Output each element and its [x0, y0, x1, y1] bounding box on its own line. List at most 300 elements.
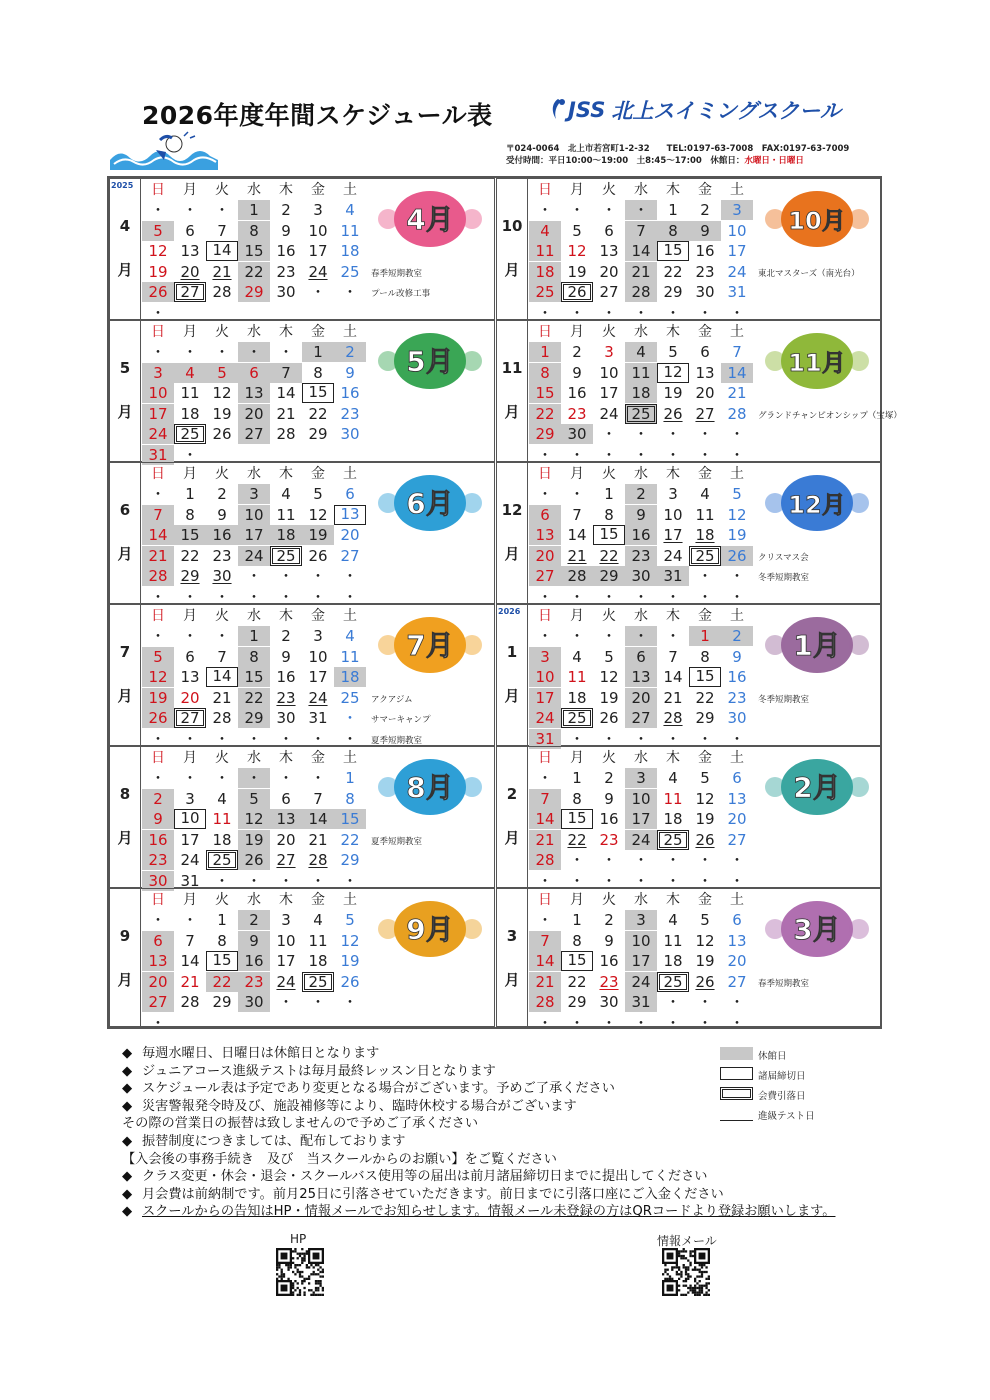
day-cell: 12 — [727, 505, 747, 524]
month-badge-icon — [376, 327, 484, 395]
day-cell: ・ — [601, 871, 617, 890]
weekday-header: 日 — [151, 892, 165, 908]
day-cell: 3 — [721, 200, 753, 220]
weekday-header: 土 — [730, 466, 744, 482]
qr-code-mail-icon[interactable] — [662, 1248, 710, 1296]
day-cell: 10 — [142, 383, 174, 403]
month-label-column — [110, 463, 141, 603]
day-cell: 13 — [625, 667, 657, 687]
weekday-header: 火 — [215, 324, 229, 340]
day-cell: 6 — [238, 363, 270, 383]
month-badge-icon — [763, 895, 871, 963]
month-badge-icon — [376, 185, 484, 253]
day-cell: 4 — [281, 485, 291, 503]
day-cell: 30 — [625, 566, 657, 586]
day-cell: 5 — [206, 363, 238, 383]
day-cell: 1 — [345, 769, 355, 787]
day-cell: 20 — [142, 972, 174, 992]
day-cell: 8 — [238, 647, 270, 667]
day-cell: ・ — [537, 445, 553, 464]
weekday-header: 月 — [183, 182, 197, 198]
weekday-header: 水 — [247, 466, 261, 482]
page-title: 2026年度年間スケジュール表 — [142, 101, 493, 130]
month-number: 3 — [506, 927, 518, 945]
day-cell: 23 — [276, 688, 296, 707]
event-label: クリスマス会 — [758, 552, 809, 563]
qr-label-mail: 情報メール — [657, 1234, 717, 1248]
day-cell: 8 — [604, 505, 614, 524]
day-cell: 7 — [313, 789, 323, 808]
day-cell: 19 — [599, 688, 619, 707]
qr-code-hp-icon[interactable] — [276, 1248, 324, 1296]
day-cell: ・ — [182, 911, 198, 929]
event-label: 春季短期教室 — [371, 268, 423, 279]
day-cell: 9 — [604, 931, 614, 950]
diamond-bullet-icon: ◆ — [122, 1186, 133, 1202]
day-cell: 3 — [529, 647, 561, 667]
day-cell: 15 — [561, 809, 593, 829]
day-cell: 11 — [567, 668, 587, 686]
day-cell: 21 — [567, 546, 587, 565]
day-cell: ・ — [697, 303, 713, 322]
day-cell: 4 — [313, 911, 323, 929]
day-cell: ・ — [342, 283, 358, 301]
day-cell: ・ — [214, 769, 230, 787]
day-cell: 24 — [142, 424, 174, 444]
day-cell: 2 — [334, 342, 366, 362]
day-cell: 2 — [625, 484, 657, 504]
day-cell: 21 — [142, 546, 174, 566]
day-cell: 11 — [340, 647, 360, 666]
month-number: 7 — [119, 643, 131, 661]
day-cell: ・ — [278, 587, 294, 606]
weekday-header: 金 — [311, 892, 325, 908]
day-cell: 27 — [340, 546, 360, 565]
day-cell: 6 — [142, 931, 174, 951]
month-number: 4 — [119, 217, 131, 235]
hours-text: 受付時間：平日10:00～19:00 土8:45～17:00 休館日： — [506, 156, 745, 166]
weekday-header: 月 — [183, 324, 197, 340]
day-cell: ・ — [665, 851, 681, 869]
month-badge-text: 4月 — [406, 203, 454, 236]
day-cell: 21 — [212, 262, 232, 281]
note-text: 災害警報発令時及び、施設補修等により、臨時休校する場合がございます — [142, 1098, 577, 1114]
weekday-header: 月 — [570, 892, 584, 908]
day-cell: ・ — [537, 587, 553, 606]
day-cell: ・ — [697, 445, 713, 464]
day-cell: 28 — [212, 709, 232, 727]
month-block-apr — [109, 178, 495, 320]
day-cell: 11 — [276, 505, 296, 524]
day-cell: 8 — [572, 931, 582, 950]
day-cell: ・ — [246, 729, 262, 748]
month-block-aug — [109, 746, 495, 888]
month-kanji: 月 — [504, 687, 520, 705]
day-cell: 27 — [695, 404, 715, 423]
day-cell: 20 — [180, 688, 200, 707]
day-cell: 28 — [142, 566, 174, 586]
day-cell: ・ — [182, 769, 198, 787]
day-cell: 9 — [217, 505, 227, 524]
event-label: プール改修工事 — [371, 289, 431, 299]
day-cell: 11 — [529, 241, 561, 261]
day-cell: ・ — [182, 627, 198, 645]
day-cell: 6 — [732, 911, 742, 929]
day-cell: 2 — [700, 201, 710, 219]
weekday-header: 水 — [634, 182, 648, 198]
event-label: 春季短期教室 — [758, 978, 810, 989]
weekday-header: 月 — [570, 182, 584, 198]
day-cell: ・ — [633, 445, 649, 464]
day-cell: 24 — [308, 262, 328, 281]
month-number: 6 — [119, 501, 131, 519]
weekday-header: 金 — [698, 466, 712, 482]
day-cell: 8 — [700, 647, 710, 666]
day-cell: 18 — [180, 404, 200, 423]
day-cell: ・ — [278, 729, 294, 748]
day-cell: 17 — [180, 830, 200, 849]
day-cell: 14 — [206, 667, 238, 687]
day-cell: 6 — [185, 647, 195, 666]
weekday-header: 木 — [279, 750, 293, 766]
day-cell: 24 — [625, 972, 657, 992]
month-badge-icon — [376, 469, 484, 537]
day-cell: ・ — [665, 729, 681, 748]
day-cell: ・ — [601, 201, 617, 219]
weekday-header: 木 — [666, 324, 680, 340]
day-cell: ・ — [537, 871, 553, 890]
weekday-header: 木 — [666, 182, 680, 198]
day-cell: 26 — [212, 425, 232, 443]
legend-swatch — [720, 1047, 753, 1060]
month-block-mar — [496, 888, 882, 1032]
month-number: 2 — [506, 785, 518, 803]
month-badge-icon — [763, 185, 871, 253]
day-cell: 19 — [148, 262, 168, 281]
weekday-header: 土 — [730, 892, 744, 908]
day-cell: 12 — [212, 384, 232, 402]
day-cell: ・ — [238, 342, 270, 362]
day-cell: 28 — [276, 425, 296, 443]
day-cell: 16 — [276, 668, 296, 686]
day-cell: 9 — [142, 809, 174, 829]
day-cell: 14 — [142, 525, 174, 545]
day-cell: 28 — [529, 850, 561, 870]
day-cell: 31 — [142, 445, 174, 465]
month-number: 8 — [119, 785, 131, 803]
day-cell: ・ — [278, 871, 294, 890]
day-cell: 20 — [727, 810, 747, 828]
month-kanji: 月 — [117, 971, 133, 989]
day-cell: 30 — [340, 425, 360, 443]
day-cell: 25 — [625, 404, 657, 424]
day-cell: 24 — [529, 708, 561, 728]
day-cell: 5 — [313, 485, 323, 503]
month-badge-text: 8月 — [406, 771, 454, 804]
day-cell: 22 — [529, 404, 561, 424]
weekday-header: 月 — [570, 324, 584, 340]
day-cell: 17 — [727, 242, 747, 260]
day-cell: 29 — [663, 283, 683, 301]
day-cell: 17 — [599, 384, 619, 402]
day-cell: 24 — [308, 688, 328, 707]
day-cell: 20 — [599, 262, 619, 281]
day-cell: 20 — [340, 526, 360, 544]
day-cell: 16 — [238, 951, 270, 971]
day-cell: ・ — [633, 871, 649, 890]
day-cell: ・ — [342, 709, 358, 727]
day-cell: ・ — [150, 343, 166, 361]
day-cell: ・ — [150, 587, 166, 606]
day-cell: 23 — [238, 972, 270, 992]
day-cell: 29 — [180, 567, 200, 585]
day-cell: ・ — [537, 303, 553, 322]
day-cell: 12 — [567, 242, 587, 260]
day-cell: 2 — [217, 485, 227, 503]
month-badge-icon — [763, 611, 871, 679]
day-cell: 10 — [663, 505, 683, 524]
day-cell: 23 — [695, 262, 715, 281]
weekday-header: 木 — [666, 892, 680, 908]
day-cell: 25 — [302, 972, 334, 992]
day-cell: 17 — [625, 951, 657, 971]
weekday-header: 火 — [215, 182, 229, 198]
day-cell: 19 — [663, 384, 683, 402]
day-cell: 21 — [663, 688, 683, 707]
day-cell: 29 — [308, 425, 328, 443]
weekday-header: 火 — [602, 324, 616, 340]
day-cell: 27 — [599, 283, 619, 301]
weekday-header: 木 — [279, 608, 293, 624]
note-text: 毎週水曜日、日曜日は休館日となります — [142, 1046, 380, 1061]
weekday-header: 木 — [279, 182, 293, 198]
day-cell: 25 — [657, 830, 689, 850]
month-label-column — [497, 179, 528, 319]
weekday-header: 日 — [538, 182, 552, 198]
day-cell: 30 — [276, 709, 296, 727]
month-kanji: 月 — [117, 829, 133, 847]
day-cell: 12 — [695, 931, 715, 950]
day-cell: ・ — [150, 627, 166, 645]
day-cell: 14 — [625, 241, 657, 261]
legend-label: 進級テスト日 — [758, 1111, 815, 1122]
month-block-jan — [496, 604, 882, 746]
day-cell: 8 — [238, 221, 270, 241]
diamond-bullet-icon: ◆ — [122, 1204, 133, 1220]
day-cell: 16 — [599, 952, 619, 970]
day-cell: 26 — [340, 972, 360, 991]
day-cell: ・ — [601, 303, 617, 322]
day-cell: 31 — [180, 871, 200, 890]
weekday-header: 木 — [666, 750, 680, 766]
day-cell: 18 — [625, 383, 657, 403]
day-cell: 29 — [593, 566, 625, 586]
day-cell: 7 — [142, 505, 174, 525]
month-label-column — [110, 605, 141, 745]
day-cell: ・ — [537, 769, 553, 787]
weekday-header: 水 — [634, 608, 648, 624]
day-cell: 24 — [625, 830, 657, 850]
weekday-header: 金 — [311, 324, 325, 340]
day-cell: 16 — [206, 525, 238, 545]
day-cell: ・ — [150, 303, 166, 322]
day-cell: 26 — [308, 546, 328, 565]
weekday-header: 土 — [730, 324, 744, 340]
day-cell: 5 — [238, 789, 270, 809]
day-cell: 3 — [142, 363, 174, 383]
day-cell: ・ — [569, 871, 585, 890]
day-cell: ・ — [569, 303, 585, 322]
day-cell: 6 — [529, 505, 561, 525]
weekday-header: 金 — [311, 182, 325, 198]
day-cell: 12 — [599, 668, 619, 686]
day-cell: ・ — [310, 587, 326, 606]
month-number: 9 — [119, 927, 131, 945]
day-cell: 6 — [281, 789, 291, 808]
day-cell: 17 — [308, 668, 328, 686]
day-cell: 3 — [625, 910, 657, 930]
weekday-header: 土 — [730, 750, 744, 766]
day-cell: 9 — [625, 505, 657, 525]
day-cell: 16 — [625, 525, 657, 545]
weekday-header: 木 — [279, 324, 293, 340]
day-cell: 6 — [604, 221, 614, 240]
month-badge-text: 1月 — [793, 629, 841, 662]
day-cell: 9 — [345, 363, 355, 382]
legend-swatch — [720, 1087, 753, 1100]
day-cell: 2 — [281, 627, 291, 645]
day-cell: 27 — [142, 992, 174, 1012]
day-cell: 30 — [599, 993, 619, 1011]
day-cell: 1 — [668, 201, 678, 219]
month-label-column — [497, 747, 528, 887]
month-block-nov — [496, 320, 902, 464]
day-cell: 21 — [625, 262, 657, 282]
day-cell: 17 — [663, 526, 683, 544]
day-cell: 11 — [625, 363, 657, 383]
day-cell: 9 — [572, 363, 582, 382]
day-cell: ・ — [729, 1013, 745, 1032]
day-cell: 13 — [599, 242, 619, 260]
day-cell: 9 — [604, 789, 614, 808]
day-cell: 15 — [593, 525, 625, 545]
logo-name: 北上スイミングスクール — [611, 99, 841, 123]
month-badge-icon — [376, 895, 484, 963]
day-cell: 30 — [727, 709, 747, 727]
day-cell: 30 — [238, 992, 270, 1012]
month-badge-icon — [763, 753, 871, 821]
day-cell: 20 — [727, 952, 747, 970]
day-cell: 7 — [270, 363, 302, 383]
day-cell: ・ — [238, 768, 270, 788]
day-cell: 5 — [732, 485, 742, 503]
day-cell: ・ — [633, 425, 649, 443]
weekday-header: 金 — [698, 750, 712, 766]
weekday-header: 日 — [151, 182, 165, 198]
day-cell: ・ — [569, 485, 585, 503]
day-cell: ・ — [665, 445, 681, 464]
day-cell: 9 — [281, 221, 291, 240]
day-cell: 6 — [700, 343, 710, 361]
event-label: 冬季短期教室 — [758, 694, 810, 705]
day-cell: 11 — [663, 931, 683, 950]
day-cell: 8 — [529, 363, 561, 383]
day-cell: 9 — [732, 647, 742, 666]
day-cell: 19 — [302, 525, 334, 545]
day-cell: 3 — [313, 201, 323, 219]
day-cell: 20 — [529, 546, 561, 566]
day-cell: ・ — [569, 1013, 585, 1032]
day-cell: ・ — [214, 729, 230, 748]
day-cell: ・ — [214, 343, 230, 361]
day-cell: 22 — [340, 830, 360, 849]
day-cell: 22 — [695, 688, 715, 707]
day-cell: 26 — [695, 830, 715, 849]
day-cell: ・ — [246, 871, 262, 890]
note-text: クラス変更・休会・退会・スクールバス使用等の届出は前月諸届締切日までに提出してください — [142, 1169, 708, 1185]
day-cell: 7 — [529, 931, 561, 951]
month-kanji: 月 — [117, 403, 133, 421]
day-cell: 14 — [276, 384, 296, 402]
day-cell: 19 — [695, 952, 715, 970]
day-cell: ・ — [697, 871, 713, 890]
day-cell: 27 — [727, 830, 747, 849]
day-cell: 23 — [599, 830, 619, 849]
month-badge-icon — [763, 469, 871, 537]
day-cell: 13 — [180, 668, 200, 686]
day-cell: 15 — [334, 809, 366, 829]
day-cell: 5 — [700, 769, 710, 787]
day-cell: 13 — [695, 363, 715, 382]
weekday-header: 月 — [183, 892, 197, 908]
day-cell: ・ — [601, 627, 617, 645]
day-cell: 13 — [180, 242, 200, 260]
day-cell: 19 — [727, 526, 747, 544]
day-cell: 15 — [302, 383, 334, 403]
day-cell: 15 — [689, 667, 721, 687]
day-cell: 3 — [185, 789, 195, 808]
day-cell: 20 — [625, 688, 657, 708]
day-cell: 4 — [668, 911, 678, 929]
weekday-header: 火 — [602, 750, 616, 766]
day-cell: 3 — [604, 343, 614, 361]
day-cell: 11 — [212, 810, 232, 828]
day-cell: ・ — [569, 729, 585, 748]
note-text: 月会費は前納制です。前月25日に引落させていただきます。前日までに引落口座にご入金ください — [142, 1186, 724, 1202]
day-cell: 29 — [238, 708, 270, 728]
day-cell: 21 — [276, 404, 296, 423]
day-cell: 5 — [572, 221, 582, 240]
day-cell: ・ — [569, 445, 585, 464]
month-kanji: 月 — [117, 261, 133, 279]
month-number: 1 — [506, 643, 518, 661]
day-cell: 3 — [625, 768, 657, 788]
day-cell: 5 — [345, 911, 355, 929]
day-cell: ・ — [150, 485, 166, 503]
day-cell: 8 — [313, 363, 323, 382]
day-cell: ・ — [697, 729, 713, 748]
day-cell: 28 — [727, 404, 747, 423]
day-cell: ・ — [150, 1013, 166, 1032]
day-cell: 4 — [700, 485, 710, 503]
day-cell: 28 — [529, 992, 561, 1012]
day-cell: 8 — [217, 931, 227, 950]
day-cell: 30 — [142, 871, 174, 891]
day-cell: ・ — [625, 200, 657, 220]
day-cell: 22 — [238, 688, 270, 708]
day-cell: 14 — [721, 363, 753, 383]
month-badge-icon — [376, 753, 484, 821]
